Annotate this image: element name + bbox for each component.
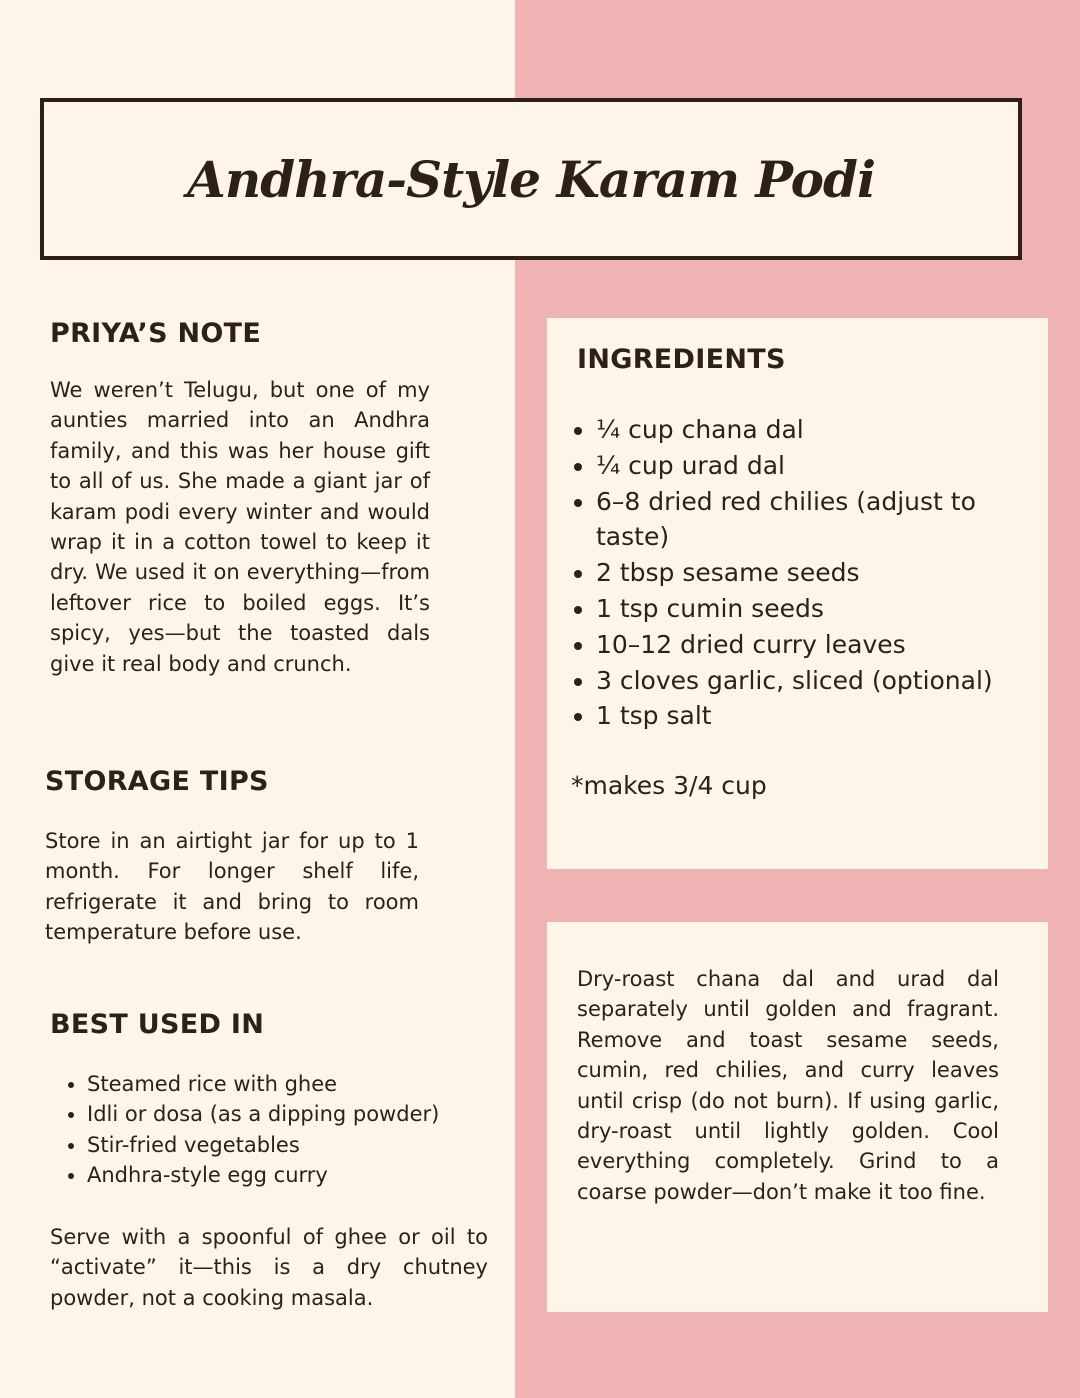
ingredients-heading: INGREDIENTS bbox=[577, 344, 786, 375]
yield-note: *makes 3/4 cup bbox=[571, 771, 767, 800]
method-text: Dry-roast chana dal and urad dal separately until golden and fragrant. Remove and toast sesame seeds, cumin, red chilies, and curry leaves until crisp (do not burn). If using garlic, dry-roast until lightly golden. Cool everything completely. Grind to a coarse powder—don’t make it too fine. bbox=[577, 967, 999, 1204]
page-title: Andhra-Style Karam Podi bbox=[187, 149, 875, 209]
best-used-in-heading: BEST USED IN bbox=[50, 1009, 265, 1040]
list-item: • 1 tsp cumin seeds bbox=[596, 591, 1056, 627]
storage-tips-text: Store in an airtight jar for up to 1 month. For longer shelf life, refrigerate it and bring to room temperature before use. bbox=[45, 829, 419, 945]
list-item: • 2 tbsp sesame seeds bbox=[596, 555, 1056, 591]
list-item: • 6–8 dried red chilies (adjust to taste) bbox=[596, 484, 1056, 556]
ingredients-list bbox=[567, 412, 1056, 734]
best-used-in-list bbox=[48, 1069, 527, 1191]
storage-tips-heading: STORAGE TIPS bbox=[45, 766, 269, 797]
list-item: • 3 cloves garlic, sliced (optional) bbox=[596, 663, 1056, 699]
list-item: • 10–12 dried curry leaves bbox=[596, 627, 1056, 663]
list-item: • Andhra-style egg curry bbox=[87, 1160, 527, 1190]
serve-note: Serve with a spoonful of ghee or oil to “activate” it—this is a dry chutney powder, not a cooking masala. bbox=[50, 1225, 488, 1310]
priyas-note-heading: PRIYA’S NOTE bbox=[50, 318, 262, 349]
list-item: • 1 tsp salt bbox=[596, 698, 1056, 734]
list-item: • Steamed rice with ghee bbox=[87, 1069, 527, 1099]
list-item: • Stir-fried vegetables bbox=[87, 1130, 527, 1160]
list-item: • ¼ cup urad dal bbox=[596, 448, 1056, 484]
list-item: • ¼ cup chana dal bbox=[596, 412, 1056, 448]
list-item: • Idli or dosa (as a dipping powder) bbox=[87, 1099, 527, 1129]
priyas-note-text: We weren’t Telugu, but one of my aunties married into an Andhra family, and this was her house gift to all of us. She made a giant jar of karam podi every winter and would wrap it in a cotton towel to keep it dry. We used it on everything—from leftover rice to boiled eggs. It’s spicy, yes—but the toasted dals give it real body and crunch. bbox=[50, 378, 430, 676]
title-box bbox=[40, 98, 1022, 260]
